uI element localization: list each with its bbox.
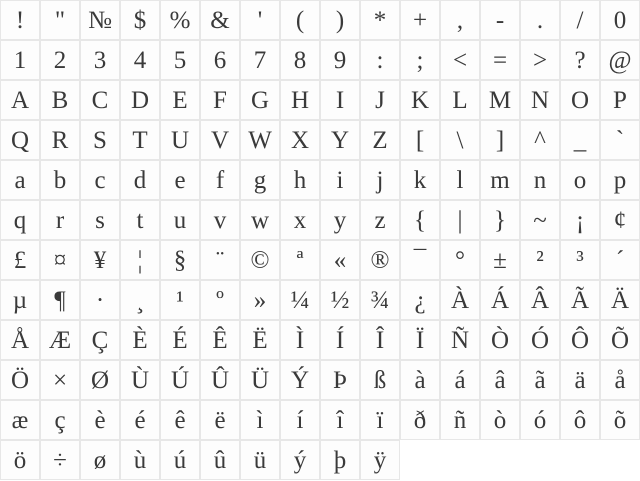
glyph-cell[interactable]: ¨ — [200, 240, 240, 280]
glyph-cell[interactable]: ½ — [320, 280, 360, 320]
glyph-cell[interactable]: ~ — [520, 200, 560, 240]
glyph-cell[interactable]: è — [80, 400, 120, 440]
glyph-cell[interactable]: J — [360, 80, 400, 120]
glyph-cell[interactable]: É — [160, 320, 200, 360]
glyph-cell[interactable]: o — [560, 160, 600, 200]
glyph-cell[interactable]: h — [280, 160, 320, 200]
glyph-cell[interactable]: i — [320, 160, 360, 200]
glyph-cell[interactable]: L — [440, 80, 480, 120]
glyph-cell[interactable]: Ô — [560, 320, 600, 360]
glyph-cell[interactable]: C — [80, 80, 120, 120]
glyph-cell[interactable]: ± — [480, 240, 520, 280]
glyph-cell[interactable]: a — [0, 160, 40, 200]
glyph-cell[interactable]: È — [120, 320, 160, 360]
glyph-cell[interactable]: $ — [120, 0, 160, 40]
glyph-cell[interactable]: ¡ — [560, 200, 600, 240]
glyph-cell[interactable]: Ì — [280, 320, 320, 360]
glyph-cell[interactable]: 3 — [80, 40, 120, 80]
glyph-cell[interactable]: T — [120, 120, 160, 160]
glyph-cell[interactable]: ¥ — [80, 240, 120, 280]
glyph-cell[interactable]: Ü — [240, 360, 280, 400]
glyph-cell[interactable]: ® — [360, 240, 400, 280]
glyph-cell[interactable]: № — [80, 0, 120, 40]
glyph-cell[interactable]: I — [320, 80, 360, 120]
glyph-cell[interactable]: 7 — [240, 40, 280, 80]
glyph-cell[interactable]: ú — [160, 440, 200, 480]
glyph-cell[interactable]: ì — [240, 400, 280, 440]
glyph-cell[interactable]: Á — [480, 280, 520, 320]
glyph-cell[interactable]: á — [440, 360, 480, 400]
glyph-cell[interactable]: ö — [0, 440, 40, 480]
glyph-cell[interactable]: B — [40, 80, 80, 120]
glyph-cell[interactable]: x — [280, 200, 320, 240]
glyph-cell[interactable]: f — [200, 160, 240, 200]
glyph-cell[interactable]: « — [320, 240, 360, 280]
glyph-cell[interactable]: : — [360, 40, 400, 80]
glyph-cell[interactable]: { — [400, 200, 440, 240]
glyph-cell[interactable]: é — [120, 400, 160, 440]
glyph-cell[interactable]: 1 — [0, 40, 40, 80]
glyph-cell[interactable]: ÿ — [360, 440, 400, 480]
glyph-cell[interactable]: í — [280, 400, 320, 440]
glyph-cell[interactable]: Í — [320, 320, 360, 360]
glyph-cell[interactable]: - — [480, 0, 520, 40]
glyph-cell[interactable]: / — [560, 0, 600, 40]
glyph-cell[interactable]: Ë — [240, 320, 280, 360]
glyph-cell[interactable]: k — [400, 160, 440, 200]
glyph-cell[interactable]: 0 — [600, 0, 640, 40]
glyph-cell[interactable]: @ — [600, 40, 640, 80]
glyph-cell[interactable]: n — [520, 160, 560, 200]
glyph-cell[interactable]: * — [360, 0, 400, 40]
glyph-cell[interactable]: ¹ — [160, 280, 200, 320]
glyph-cell[interactable]: À — [440, 280, 480, 320]
glyph-cell[interactable]: % — [160, 0, 200, 40]
glyph-cell[interactable]: ] — [480, 120, 520, 160]
glyph-cell[interactable]: Ò — [480, 320, 520, 360]
glyph-cell[interactable]: > — [520, 40, 560, 80]
glyph-cell[interactable]: 4 — [120, 40, 160, 80]
glyph-cell[interactable]: Z — [360, 120, 400, 160]
glyph-cell[interactable]: ø — [80, 440, 120, 480]
glyph-cell[interactable]: < — [440, 40, 480, 80]
glyph-cell[interactable]: » — [240, 280, 280, 320]
glyph-cell[interactable]: ª — [280, 240, 320, 280]
glyph-cell[interactable]: ( — [280, 0, 320, 40]
glyph-cell[interactable]: ä — [560, 360, 600, 400]
glyph-cell[interactable]: ² — [520, 240, 560, 280]
glyph-cell[interactable]: ë — [200, 400, 240, 440]
glyph-cell[interactable]: O — [560, 80, 600, 120]
glyph-cell[interactable]: £ — [0, 240, 40, 280]
glyph-cell[interactable]: N — [520, 80, 560, 120]
glyph-cell[interactable]: & — [200, 0, 240, 40]
glyph-cell[interactable]: ¼ — [280, 280, 320, 320]
glyph-cell[interactable]: à — [400, 360, 440, 400]
glyph-cell[interactable]: _ — [560, 120, 600, 160]
glyph-cell[interactable]: Õ — [600, 320, 640, 360]
glyph-cell[interactable]: [ — [400, 120, 440, 160]
glyph-cell[interactable]: K — [400, 80, 440, 120]
glyph-cell[interactable]: Ú — [160, 360, 200, 400]
glyph-cell[interactable]: D — [120, 80, 160, 120]
glyph-cell[interactable]: õ — [600, 400, 640, 440]
glyph-cell[interactable]: ¯ — [400, 240, 440, 280]
glyph-cell[interactable]: þ — [320, 440, 360, 480]
glyph-cell[interactable]: + — [400, 0, 440, 40]
glyph-cell[interactable]: æ — [0, 400, 40, 440]
glyph-cell[interactable]: } — [480, 200, 520, 240]
glyph-cell[interactable]: ¾ — [360, 280, 400, 320]
glyph-cell[interactable]: ° — [440, 240, 480, 280]
glyph-cell[interactable]: V — [200, 120, 240, 160]
glyph-cell[interactable]: ³ — [560, 240, 600, 280]
glyph-cell[interactable]: 8 — [280, 40, 320, 80]
glyph-cell[interactable]: ¿ — [400, 280, 440, 320]
glyph-cell[interactable]: Æ — [40, 320, 80, 360]
glyph-cell[interactable]: ù — [120, 440, 160, 480]
glyph-cell[interactable]: M — [480, 80, 520, 120]
glyph-cell[interactable]: = — [480, 40, 520, 80]
glyph-cell[interactable]: l — [440, 160, 480, 200]
glyph-cell[interactable]: X — [280, 120, 320, 160]
glyph-cell[interactable]: ï — [360, 400, 400, 440]
glyph-cell[interactable]: Ñ — [440, 320, 480, 360]
glyph-cell[interactable]: ) — [320, 0, 360, 40]
glyph-cell[interactable]: Y — [320, 120, 360, 160]
glyph-cell[interactable]: ^ — [520, 120, 560, 160]
glyph-cell[interactable]: · — [80, 280, 120, 320]
glyph-cell[interactable]: Ø — [80, 360, 120, 400]
glyph-cell[interactable]: ¸ — [120, 280, 160, 320]
glyph-cell[interactable]: d — [120, 160, 160, 200]
glyph-cell[interactable]: ý — [280, 440, 320, 480]
glyph-cell[interactable]: Þ — [320, 360, 360, 400]
glyph-cell[interactable]: ¶ — [40, 280, 80, 320]
glyph-cell[interactable]: Ç — [80, 320, 120, 360]
glyph-cell[interactable]: ¢ — [600, 200, 640, 240]
glyph-cell[interactable]: § — [160, 240, 200, 280]
glyph-cell[interactable]: F — [200, 80, 240, 120]
glyph-cell[interactable]: µ — [0, 280, 40, 320]
glyph-cell[interactable]: G — [240, 80, 280, 120]
glyph-cell[interactable]: Ï — [400, 320, 440, 360]
glyph-cell[interactable]: ; — [400, 40, 440, 80]
glyph-cell[interactable]: ' — [240, 0, 280, 40]
glyph-cell[interactable]: 9 — [320, 40, 360, 80]
glyph-cell[interactable]: Ó — [520, 320, 560, 360]
glyph-cell[interactable]: S — [80, 120, 120, 160]
glyph-cell[interactable]: Û — [200, 360, 240, 400]
glyph-cell[interactable]: E — [160, 80, 200, 120]
glyph-cell[interactable]: P — [600, 80, 640, 120]
glyph-cell[interactable]: b — [40, 160, 80, 200]
glyph-cell[interactable]: c — [80, 160, 120, 200]
glyph-cell[interactable]: Ù — [120, 360, 160, 400]
glyph-cell[interactable]: R — [40, 120, 80, 160]
glyph-cell[interactable]: ð — [400, 400, 440, 440]
glyph-cell[interactable]: â — [480, 360, 520, 400]
glyph-cell[interactable]: t — [120, 200, 160, 240]
glyph-cell[interactable]: ô — [560, 400, 600, 440]
glyph-cell[interactable]: Î — [360, 320, 400, 360]
glyph-cell[interactable]: Ý — [280, 360, 320, 400]
glyph-cell[interactable]: ü — [240, 440, 280, 480]
glyph-cell[interactable]: ! — [0, 0, 40, 40]
glyph-cell[interactable]: ? — [560, 40, 600, 80]
glyph-cell[interactable]: Ã — [560, 280, 600, 320]
glyph-cell[interactable]: p — [600, 160, 640, 200]
glyph-cell[interactable]: u — [160, 200, 200, 240]
glyph-cell[interactable]: î — [320, 400, 360, 440]
glyph-cell[interactable]: ó — [520, 400, 560, 440]
glyph-cell[interactable]: . — [520, 0, 560, 40]
glyph-cell[interactable]: º — [200, 280, 240, 320]
glyph-cell[interactable]: q — [0, 200, 40, 240]
glyph-cell[interactable]: U — [160, 120, 200, 160]
glyph-cell[interactable]: × — [40, 360, 80, 400]
glyph-cell[interactable]: 2 — [40, 40, 80, 80]
glyph-cell[interactable]: m — [480, 160, 520, 200]
glyph-cell[interactable]: z — [360, 200, 400, 240]
glyph-cell[interactable]: | — [440, 200, 480, 240]
glyph-cell[interactable]: ß — [360, 360, 400, 400]
glyph-cell[interactable]: Q — [0, 120, 40, 160]
glyph-cell[interactable]: ÷ — [40, 440, 80, 480]
glyph-cell[interactable]: " — [40, 0, 80, 40]
glyph-cell[interactable]: Ê — [200, 320, 240, 360]
glyph-cell[interactable]: \ — [440, 120, 480, 160]
glyph-cell[interactable]: Å — [0, 320, 40, 360]
glyph-cell[interactable]: j — [360, 160, 400, 200]
glyph-cell[interactable]: v — [200, 200, 240, 240]
glyph-cell[interactable]: 6 — [200, 40, 240, 80]
glyph-cell[interactable]: Ä — [600, 280, 640, 320]
glyph-cell[interactable]: g — [240, 160, 280, 200]
glyph-cell[interactable]: ç — [40, 400, 80, 440]
glyph-cell[interactable]: ¤ — [40, 240, 80, 280]
glyph-cell[interactable]: A — [0, 80, 40, 120]
glyph-cell[interactable]: Â — [520, 280, 560, 320]
glyph-cell[interactable]: ã — [520, 360, 560, 400]
glyph-cell[interactable]: Ö — [0, 360, 40, 400]
glyph-cell[interactable]: W — [240, 120, 280, 160]
glyph-cell[interactable]: H — [280, 80, 320, 120]
glyph-cell[interactable]: e — [160, 160, 200, 200]
glyph-cell[interactable]: ´ — [600, 240, 640, 280]
glyph-cell[interactable]: s — [80, 200, 120, 240]
glyph-cell[interactable]: û — [200, 440, 240, 480]
glyph-cell[interactable]: 5 — [160, 40, 200, 80]
glyph-cell[interactable]: ñ — [440, 400, 480, 440]
glyph-cell[interactable]: , — [440, 0, 480, 40]
glyph-cell[interactable]: å — [600, 360, 640, 400]
glyph-cell[interactable]: w — [240, 200, 280, 240]
glyph-cell[interactable]: r — [40, 200, 80, 240]
glyph-cell[interactable]: © — [240, 240, 280, 280]
glyph-cell[interactable]: ê — [160, 400, 200, 440]
glyph-cell[interactable]: ` — [600, 120, 640, 160]
glyph-cell[interactable]: y — [320, 200, 360, 240]
glyph-cell[interactable]: ¦ — [120, 240, 160, 280]
glyph-cell[interactable]: ò — [480, 400, 520, 440]
